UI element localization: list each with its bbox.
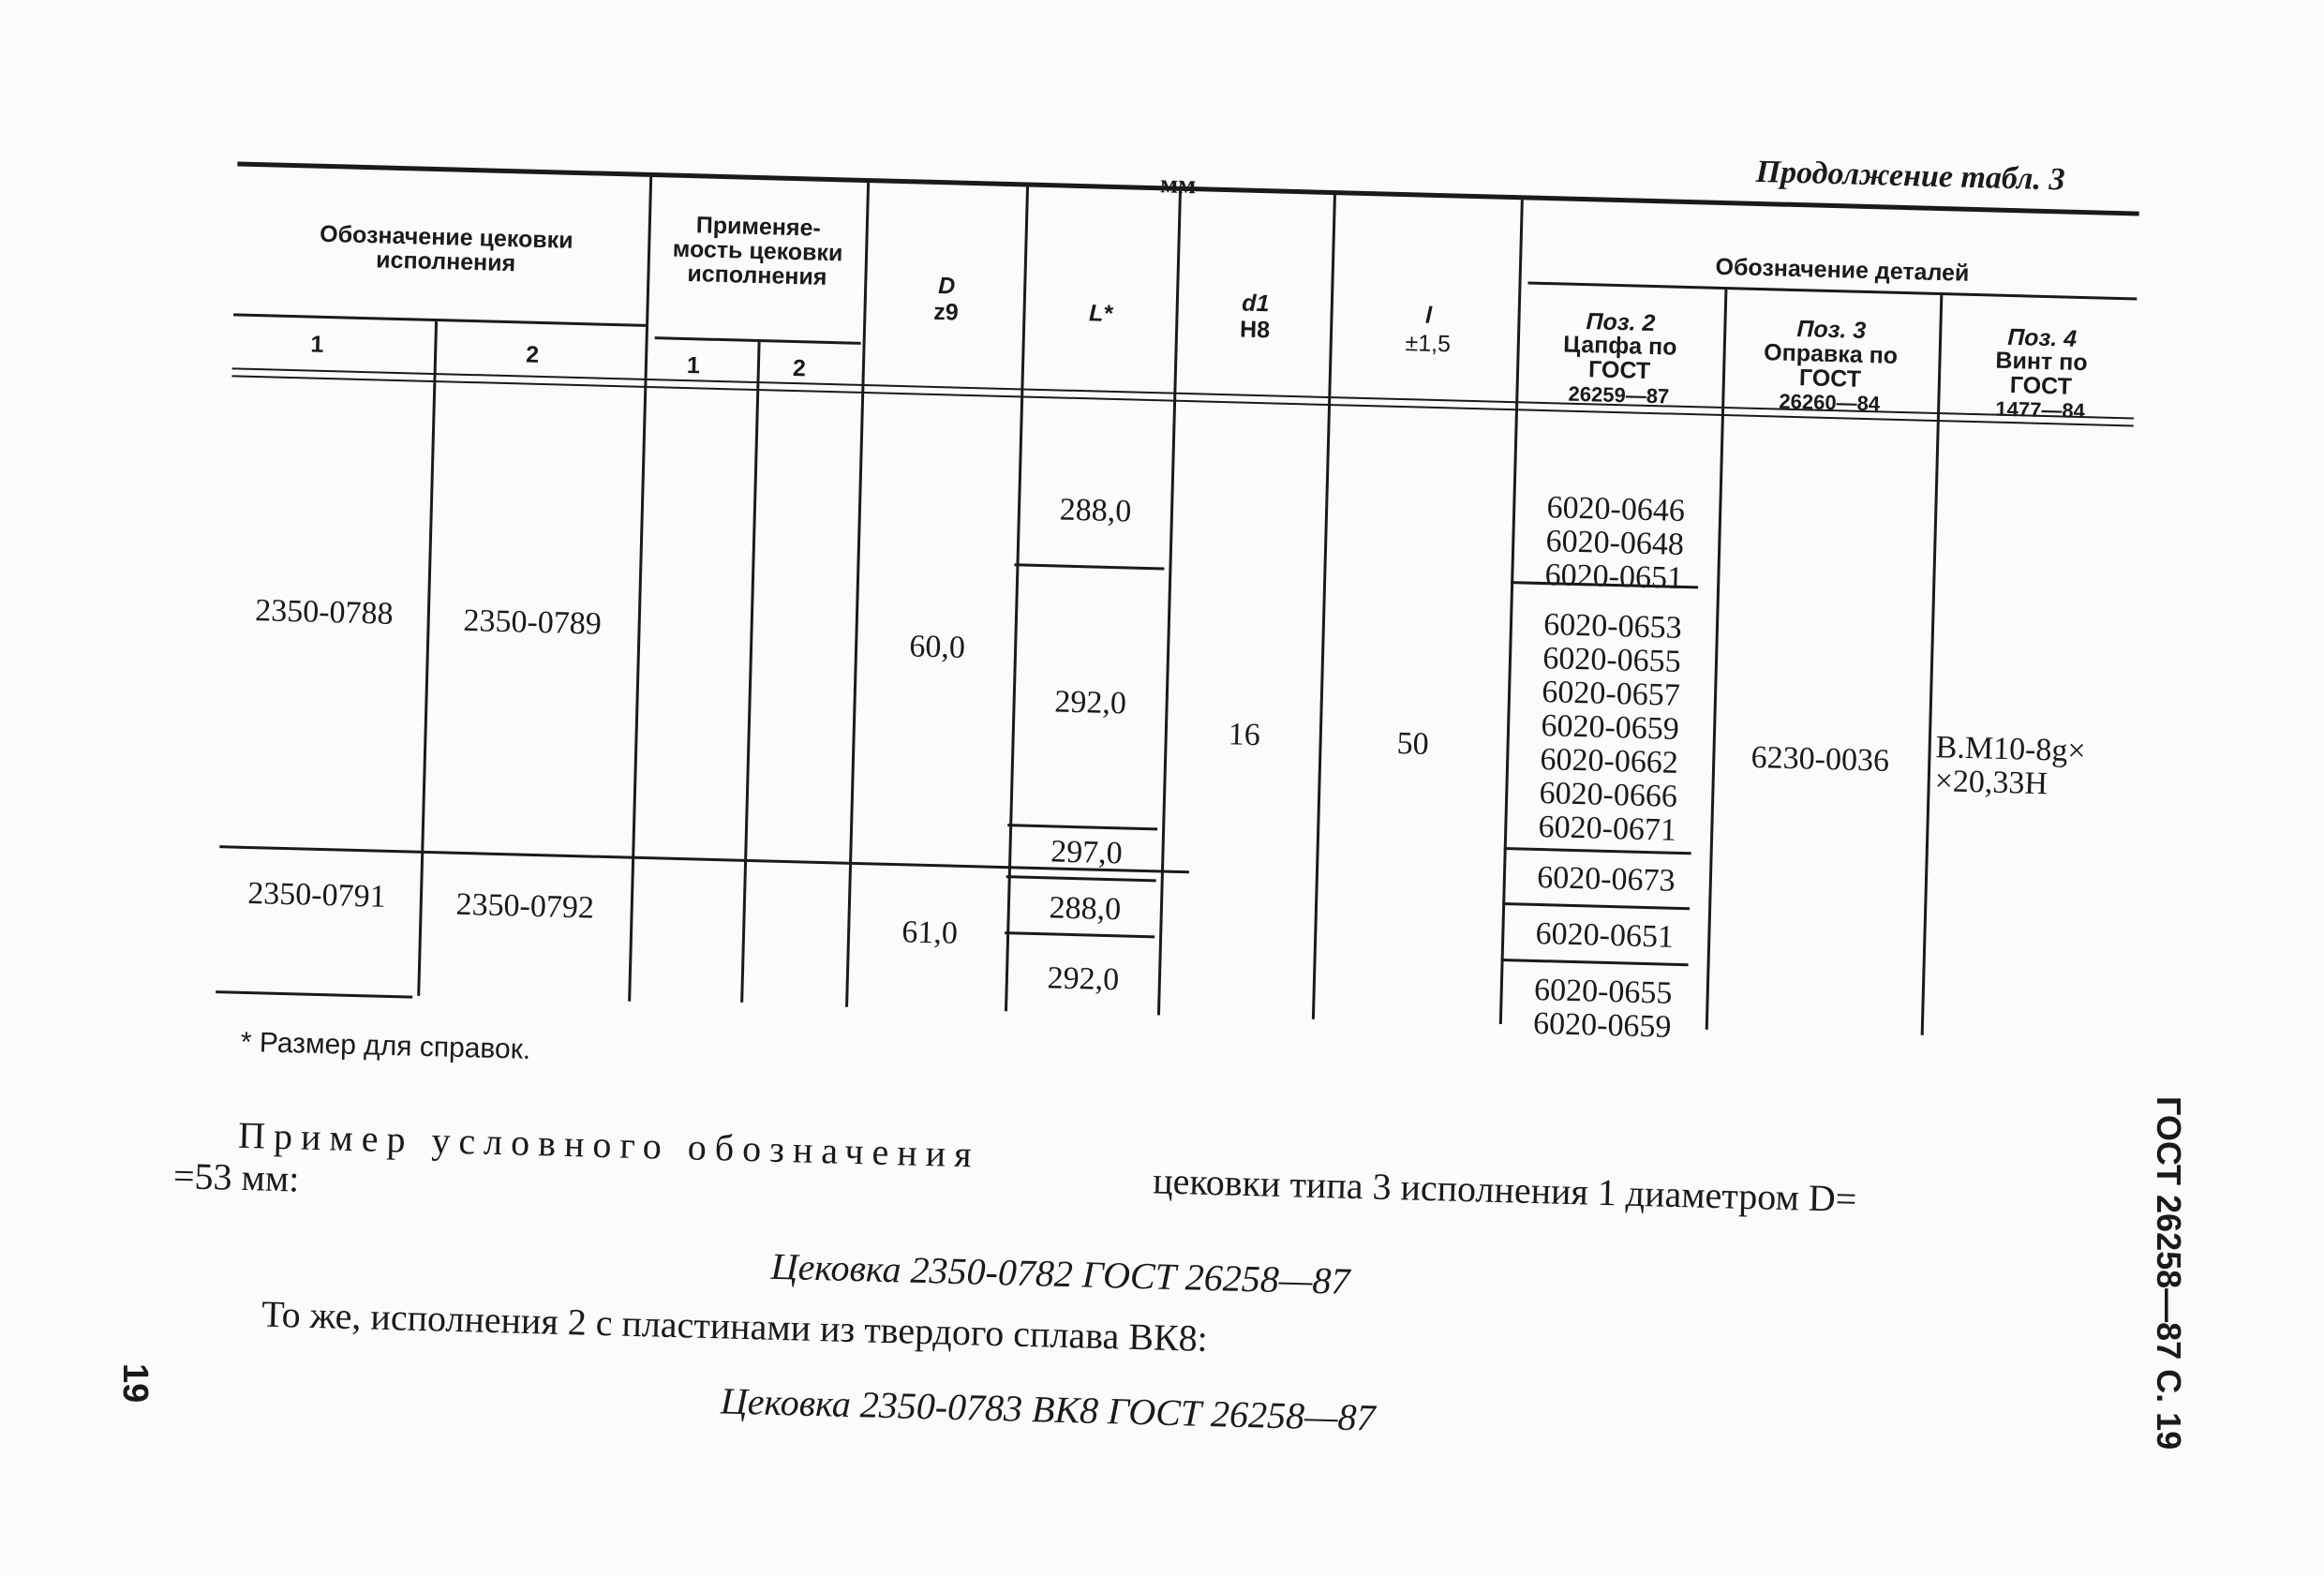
header-designation-2: 2	[525, 341, 540, 368]
header-applicability: Применяе- мость цековки исполнения	[672, 212, 843, 290]
header-pos2-std: 26259—87	[1568, 381, 1670, 409]
pos2-item: 6020-0655	[1533, 972, 1673, 1011]
pos2-item: 6020-0673	[1536, 859, 1676, 899]
designation-subheader-line	[233, 313, 646, 327]
row2-exec2: 2350-0792	[455, 886, 595, 926]
header-l: l	[1424, 302, 1433, 329]
row2-D: 61,0	[901, 914, 959, 951]
pos2-item: 6020-0659	[1541, 708, 1680, 747]
header-L: L*	[1088, 300, 1113, 327]
header-pos2: Поз. 2	[1586, 308, 1656, 337]
header-l-tolerance: ±1,5	[1405, 330, 1452, 358]
header-pos3-desc: Оправка по ГОСТ	[1763, 339, 1899, 393]
example-intro-line2: =53 мм:	[172, 1154, 300, 1200]
row1-D: 60,0	[908, 629, 966, 665]
row2-pos2-group2	[1503, 973, 1702, 1045]
pos2-item: 6020-0646	[1546, 490, 1686, 528]
row1-pos4	[1934, 731, 2123, 803]
pos2-item: 6020-0648	[1545, 524, 1685, 562]
header-D-tolerance: z9	[932, 298, 960, 326]
pos2-item: 6020-0659	[1532, 1005, 1672, 1045]
pos2-item: 6020-0666	[1539, 776, 1678, 814]
col-line-2	[845, 183, 870, 1007]
table-bottom-border	[216, 990, 412, 998]
header-pos2-desc: Цапфа по ГОСТ	[1562, 331, 1677, 384]
row1-exec2: 2350-0789	[463, 602, 603, 642]
row1-pos2-group1	[1515, 490, 1715, 596]
pos2-item: 6020-0651	[1544, 558, 1684, 596]
pos2-item: 6020-0657	[1541, 675, 1681, 713]
pos2-item: 6020-0653	[1542, 607, 1683, 646]
row1-L-1: 288,0	[1059, 492, 1132, 529]
col-line-app	[740, 342, 760, 1003]
pos2-divider-2	[1504, 847, 1691, 855]
L-divider-4	[1005, 931, 1155, 938]
example-intro-line1a: Пример условного обозначения	[237, 1113, 981, 1176]
row1-d1: 16	[1228, 717, 1261, 753]
header-pos4-std: 1477—84	[1995, 396, 2086, 424]
L-divider-3	[1006, 875, 1156, 882]
header-d1-tolerance: H8	[1239, 316, 1271, 344]
row1-L-2: 292,0	[1053, 684, 1127, 721]
pos4-line: ×20,33H	[1934, 764, 2048, 802]
col-line-1	[628, 177, 652, 1002]
units-label: мм	[1159, 170, 1197, 201]
row1-l: 50	[1396, 726, 1430, 762]
page-number: 19	[115, 1363, 155, 1404]
row2-exec1: 2350-0791	[246, 875, 387, 914]
col-line-3	[1005, 186, 1029, 1011]
header-applicability-2: 2	[792, 355, 807, 382]
header-pos3-std: 26260—84	[1779, 389, 1881, 416]
header-pos3: Поз. 3	[1796, 316, 1867, 344]
pos2-item: 6020-0671	[1538, 810, 1677, 848]
example-designation-2: Цековка 2350-0783 ВК8 ГОСТ 26258—87	[720, 1379, 1377, 1439]
header-applicability-1: 1	[686, 352, 701, 379]
row2-L-1: 288,0	[1049, 890, 1122, 928]
header-d1: d1	[1241, 290, 1270, 318]
row1-pos2-group2	[1509, 607, 1712, 848]
side-standard-label: ГОСТ 26258—87 С. 19	[2150, 1096, 2188, 1450]
row1-pos2-group3	[1507, 860, 1705, 899]
header-designation: Обозначение цековки исполнения	[319, 220, 574, 277]
example-designation-1: Цековка 2350-0782 ГОСТ 26258—87	[770, 1244, 1351, 1302]
table-continuation-title: Продолжение табл. 3	[1755, 154, 2065, 198]
footnote: * Размер для справок.	[240, 1026, 531, 1065]
header-designation-1: 1	[310, 331, 324, 358]
row1-L-3: 297,0	[1050, 834, 1124, 871]
L-divider-1	[1014, 563, 1164, 570]
example-intro-line1b: цековки типа 3 исполнения 1 диаметром D=	[1152, 1159, 1857, 1221]
row1-pos3: 6230-0036	[1750, 739, 1890, 779]
example-intro-line3: То же, исполнения 2 с пластинами из твердого сплава ВК8:	[261, 1292, 1209, 1360]
pos2-divider-3	[1502, 902, 1690, 910]
row1-exec1: 2350-0788	[254, 593, 395, 632]
header-parts: Обозначение деталей	[1715, 253, 1970, 287]
row2-pos2-group1	[1506, 916, 1704, 955]
pos2-divider-4	[1501, 959, 1689, 966]
pos2-item: 6020-0651	[1535, 915, 1675, 955]
header-pos4: Поз. 4	[2006, 323, 2078, 352]
pos4-line: B.M10-8g×	[1935, 730, 2087, 769]
header-D: D	[937, 273, 956, 300]
pos2-item: 6020-0662	[1540, 742, 1679, 781]
header-pos4-desc: Винт по ГОСТ	[1995, 347, 2088, 400]
row2-L-2: 292,0	[1047, 960, 1120, 998]
pos2-item: 6020-0655	[1542, 641, 1682, 679]
L-divider-2	[1007, 824, 1157, 830]
